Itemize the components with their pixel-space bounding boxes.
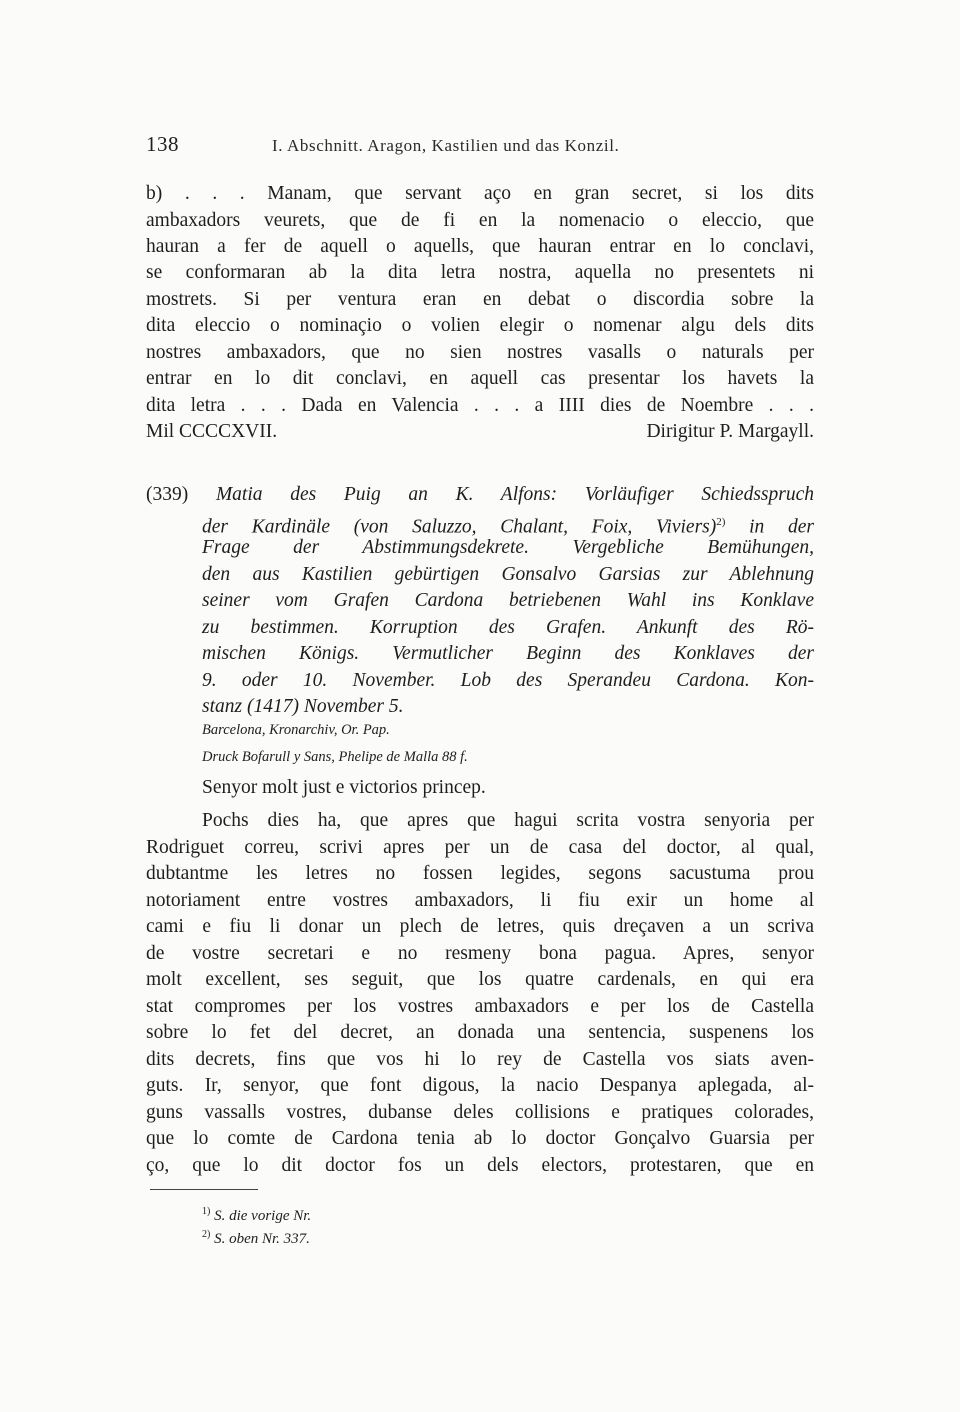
heading-line bbox=[146, 482, 814, 508]
footnote bbox=[202, 1229, 310, 1248]
text-line: dita eleccio o nominaçio o volien elegir o nomenar algu dels dits bbox=[146, 315, 814, 336]
footnote bbox=[202, 1206, 311, 1225]
text-line: guns vassalls vostres, dubanse deles collisions e pratiques colorades, bbox=[146, 1102, 814, 1123]
text-line: sobre lo fet del decret, an donada una sentencia, suspenens los bbox=[146, 1022, 814, 1043]
print-citation: Druck Bofarull y Sans, Phelipe de Malla 88 f. bbox=[202, 749, 468, 765]
text-line: entrar en lo dit conclavi, en aquell cas presentar los havets la bbox=[146, 368, 814, 389]
heading-line: stanz (1417) November 5. bbox=[202, 696, 404, 717]
text-line: dita letra . . . Dada en Valencia . . . a IIII dies de Noembre . . . bbox=[146, 395, 814, 416]
heading-line: zu bestimmen. Korruption des Grafen. Ankunft des Rö- bbox=[202, 617, 814, 638]
text-line: hauran a fer de aquell o aquells, que hauran entrar en lo conclavi, bbox=[146, 236, 814, 257]
text-line: cami e fiu li donar un plech de letres, quis dreçaven a un scriva bbox=[146, 916, 814, 937]
text-line: se conformaran ab la dita letra nostra, aquella no presentets ni bbox=[146, 262, 814, 283]
text-line: dits decrets, fins que vos hi lo rey de Castella vos siats aven- bbox=[146, 1049, 814, 1070]
heading-line: Frage der Abstimmungsdekrete. Vergebliche Bemühungen, bbox=[202, 537, 814, 558]
page-header bbox=[146, 132, 814, 162]
text-line: de vostre secretari e no resmeny bona pagua. Apres, senyor bbox=[146, 943, 814, 964]
signature: Dirigitur P. Margayll. bbox=[646, 421, 814, 442]
source-citation: Barcelona, Kronarchiv, Or. Pap. bbox=[202, 722, 390, 738]
text-line: b) . . . Manam, que servant aço en gran secret, si los dits bbox=[146, 183, 814, 204]
text-line: nostres ambaxadors, que no sien nostres vasalls o naturals per bbox=[146, 342, 814, 363]
date-signature-line bbox=[146, 419, 814, 445]
text-line: mostrets. Si per ventura eran en debat o discordia sobre la bbox=[146, 289, 814, 310]
footnote-mark: 2) bbox=[202, 1229, 211, 1240]
text-line: guts. Ir, senyor, que font digous, la nacio Despanya aplegada, al- bbox=[146, 1075, 814, 1096]
heading-line: 9. oder 10. November. Lob des Sperandeu Cardona. Kon- bbox=[202, 670, 814, 691]
document-number: (339) bbox=[146, 484, 189, 505]
page-number: 138 bbox=[146, 132, 179, 156]
heading-text: Matia des Puig an K. Alfons: Vorläufiger Schiedsspruch bbox=[215, 484, 814, 505]
text-line: Rodriguet correu, scrivi apres per un de casa del doctor, al qual, bbox=[146, 837, 814, 858]
footnote-text: S. oben Nr. 337. bbox=[214, 1231, 310, 1247]
text-line: molt excellent, ses seguit, que los quatre cardenals, en qui era bbox=[146, 969, 814, 990]
heading-line: den aus Kastilien gebürtigen Gonsalvo Garsias zur Ablehnung bbox=[202, 564, 814, 585]
text-line: que lo comte de Cardona tenia ab lo doctor Gonçalvo Guarsia per bbox=[146, 1128, 814, 1149]
heading-line: seiner vom Grafen Cardona betriebenen Wahl ins Konklave bbox=[202, 590, 814, 611]
footnote-ref: 2) bbox=[716, 516, 726, 528]
text-line: Pochs dies ha, que apres que hagui scrita vostra senyoria per bbox=[202, 810, 814, 831]
text-line: stat compromes per los vostres ambaxadors e per los de Castella bbox=[146, 996, 814, 1017]
text-line: ço, que lo dit doctor fos un dels electors, protestaren, que en bbox=[146, 1155, 814, 1176]
footnote-text: S. die vorige Nr. bbox=[214, 1208, 312, 1224]
footnote-mark: 1) bbox=[202, 1206, 211, 1217]
heading-line: mischen Königs. Vermutlicher Beginn des Konklaves der bbox=[202, 643, 814, 664]
footnote-rule bbox=[150, 1189, 258, 1190]
text-line: notoriament entre vostres ambaxadors, li fiu exir un home al bbox=[146, 890, 814, 911]
text-line: dubtantme les letres no fossen legides, segons sacustuma prou bbox=[146, 863, 814, 884]
heading-line: der Kardinäle (von Saluzzo, Chalant, Foix, Viviers)$^{2)}$ in der bbox=[202, 516, 814, 538]
date-line: Mil CCCCXVII. bbox=[146, 421, 278, 442]
text-line: ambaxadors veurets, que de fi en la nomenacio o eleccio, que bbox=[146, 210, 814, 231]
salutation: Senyor molt just e victorios princep. bbox=[202, 777, 486, 798]
running-head: I. Abschnitt. Aragon, Kastilien und das Konzil. bbox=[272, 136, 620, 155]
